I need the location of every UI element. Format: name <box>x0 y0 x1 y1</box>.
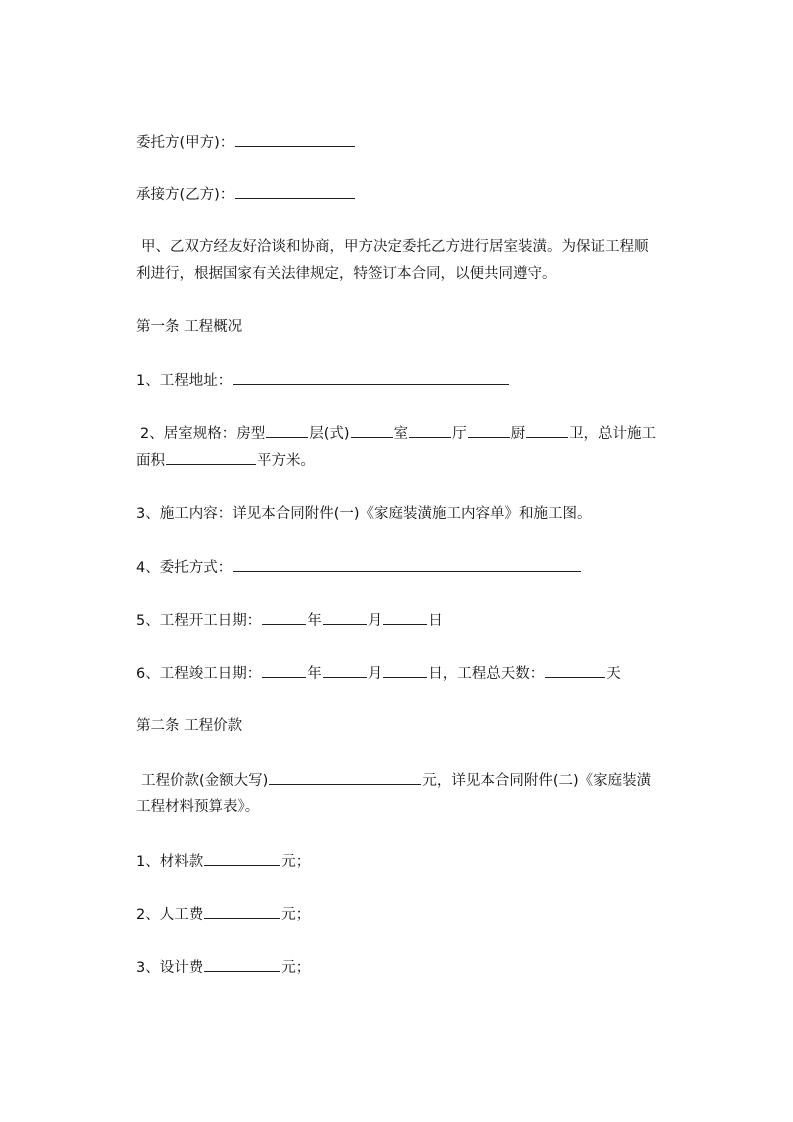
cost-item-design <box>136 957 310 978</box>
end-month: 月 <box>367 666 383 682</box>
party-a-blank[interactable] <box>235 132 355 147</box>
cost-item-unit: 元； <box>281 907 311 923</box>
address-line <box>136 370 510 391</box>
method-label: 4、委托方式： <box>136 560 233 576</box>
cost-item-materials <box>136 851 310 872</box>
start-month-blank[interactable] <box>323 610 367 625</box>
method-line <box>136 557 582 578</box>
address-blank[interactable] <box>233 370 509 385</box>
start-day-blank[interactable] <box>383 610 427 625</box>
party-a-line <box>136 132 356 153</box>
address-label: 1、工程地址： <box>136 373 233 389</box>
total-days-blank[interactable] <box>545 663 605 678</box>
spec-room-blank[interactable] <box>351 423 393 438</box>
cost-item-unit: 元； <box>281 854 311 870</box>
end-day-blank[interactable] <box>383 663 427 678</box>
spec-ceng: 层(式) <box>309 426 350 442</box>
price-line-2: 工程材料预算表》。 <box>136 799 260 815</box>
cost-item-blank[interactable] <box>204 851 280 866</box>
spec-line <box>140 423 656 444</box>
start-label: 5、工程开工日期： <box>136 613 262 629</box>
party-a-label: 委托方(甲方)： <box>136 135 235 151</box>
party-b-blank[interactable] <box>235 184 355 199</box>
party-b-label: 承接方(乙方)： <box>136 187 235 203</box>
intro-line-1: 甲、乙双方经友好洽谈和协商，甲方决定委托乙方进行居室装潢。为保证工程顺 <box>141 239 649 255</box>
end-month-blank[interactable] <box>323 663 367 678</box>
start-day: 日 <box>428 613 443 629</box>
spec-bath-blank[interactable] <box>526 423 568 438</box>
spec-hall-blank[interactable] <box>409 423 451 438</box>
area-line <box>136 450 315 471</box>
area-unit: 平方米。 <box>257 453 315 469</box>
start-month: 月 <box>367 613 383 629</box>
price-tail: 元，详见本合同附件(二)《家庭装潢 <box>422 773 652 789</box>
start-year: 年 <box>307 613 322 629</box>
price-label: 工程价款(金额大写) <box>141 773 269 789</box>
price-line <box>141 770 651 791</box>
spec-kitchen-blank[interactable] <box>468 423 510 438</box>
article1-title: 第一条 工程概况 <box>136 319 243 335</box>
cost-item-label: 2、人工费 <box>136 907 204 923</box>
area-label: 面积 <box>136 453 165 469</box>
price-blank[interactable] <box>269 770 421 785</box>
end-date-line <box>136 663 621 684</box>
cost-item-label: 1、材料款 <box>136 854 204 870</box>
spec-wei: 卫，总计施工 <box>569 426 657 442</box>
intro-line-2: 利进行，根据国家有关法律规定，特签订本合同，以便共同遵守。 <box>136 266 557 282</box>
content-line: 3、施工内容：详见本合同附件(一)《家庭装潢施工内容单》和施工图。 <box>136 506 592 522</box>
spec-prefix: 2、居室规格：房型 <box>140 426 266 442</box>
end-year: 年 <box>307 666 322 682</box>
cost-item-label: 3、设计费 <box>136 960 204 976</box>
end-label: 6、工程竣工日期： <box>136 666 262 682</box>
spec-chu: 厨 <box>510 426 526 442</box>
start-year-blank[interactable] <box>262 610 306 625</box>
cost-item-labor <box>136 904 310 925</box>
method-blank[interactable] <box>233 557 581 572</box>
start-date-line <box>136 610 443 631</box>
article2-title: 第二条 工程价款 <box>136 718 243 734</box>
area-blank[interactable] <box>166 450 256 465</box>
cost-item-blank[interactable] <box>204 904 280 919</box>
spec-shi: 室 <box>393 426 409 442</box>
cost-item-unit: 元； <box>281 960 311 976</box>
end-days-unit: 天 <box>606 666 621 682</box>
end-year-blank[interactable] <box>262 663 306 678</box>
party-b-line <box>136 184 356 205</box>
cost-item-blank[interactable] <box>204 957 280 972</box>
end-day-total: 日，工程总天数： <box>428 666 545 682</box>
spec-ting: 厅 <box>452 426 467 442</box>
spec-type-blank[interactable] <box>266 423 308 438</box>
